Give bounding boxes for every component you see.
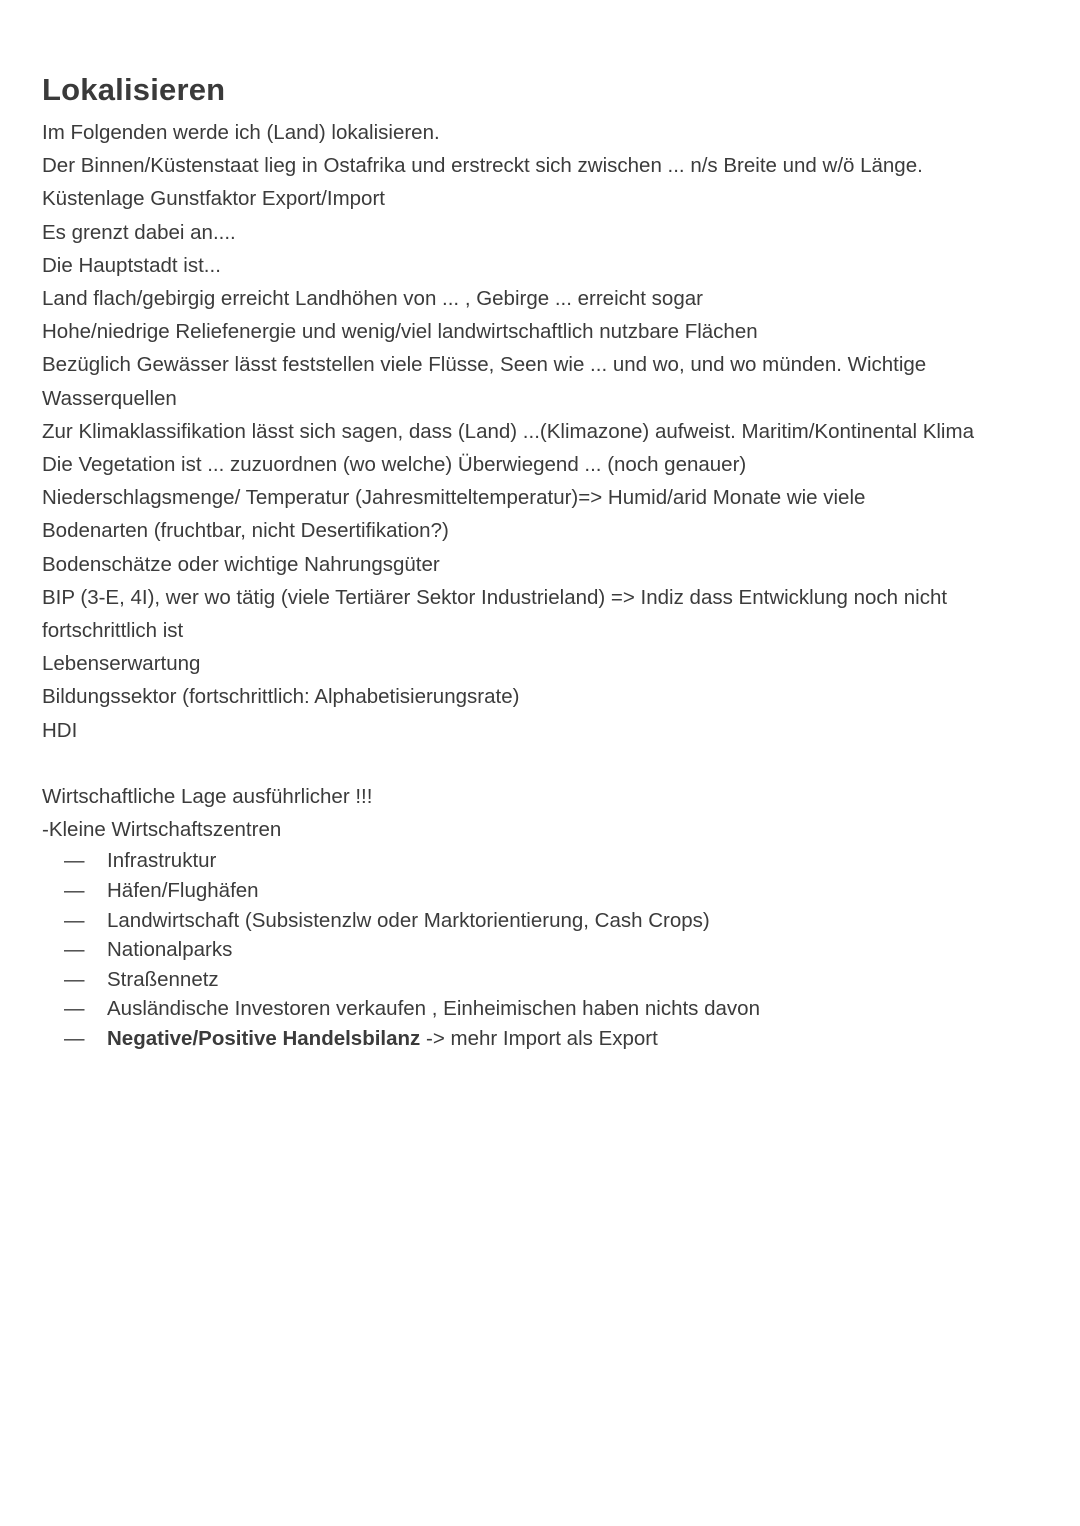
list-item-text: Straßennetz xyxy=(107,967,219,991)
list-item-text: -> mehr Import als Export xyxy=(420,1027,658,1051)
section-heading: Wirtschaftliche Lage ausführlicher !!! xyxy=(42,785,373,809)
page-title: Lokalisieren xyxy=(42,72,226,107)
list-item-text: Ausländische Investoren verkaufen , Einheimischen haben nichts davon xyxy=(107,997,760,1021)
blank-line xyxy=(42,747,1052,780)
text-line: Hohe/niedrige Reliefenergie und wenig/viel landwirtschaftlich nutzbare Flächen xyxy=(42,320,758,344)
dash-bullet-icon: — xyxy=(64,908,85,932)
text-line: Die Vegetation ist ... zuzuordnen (wo welche) Überwiegend ... (noch genauer) xyxy=(42,453,747,477)
list-item xyxy=(42,846,1052,876)
dash-bullet-icon: — xyxy=(64,967,85,991)
document-page xyxy=(42,68,1052,1054)
list-item xyxy=(42,876,1052,906)
dash-bullet-icon: — xyxy=(64,997,85,1021)
list-item-text: Infrastruktur xyxy=(107,849,217,873)
text-line: Im Folgenden werde ich (Land) lokalisieren. xyxy=(42,121,440,144)
list-item xyxy=(42,906,1052,936)
bullet-list xyxy=(42,846,1052,1053)
text-line: Bildungssektor (fortschrittlich: Alphabetisierungsrate) xyxy=(42,685,520,709)
text-line: Zur Klimaklassifikation lässt sich sagen, dass (Land) ...(Klimazone) aufweist. Maritim/Kontinental Klima xyxy=(42,419,974,443)
text-line: BIP (3-E, 4I), wer wo tätig (viele Tertiärer Sektor Industrieland) => Indiz dass Entwicklung noch nicht fortschrittlich ist xyxy=(42,585,948,643)
list-item-text: Häfen/Flughäfen xyxy=(107,879,259,903)
list-item-text: Landwirtschaft (Subsistenzlw oder Marktorientierung, Cash Crops) xyxy=(107,908,710,932)
text-line: HDI xyxy=(42,718,78,742)
list-item xyxy=(42,965,1052,995)
list-item xyxy=(42,994,1052,1024)
text-line: Der Binnen/Küstenstaat lieg in Ostafrika und erstreckt sich zwischen ... n/s Breite und w/ö Länge. xyxy=(42,154,923,178)
dash-bullet-icon: — xyxy=(64,938,85,962)
dash-bullet-icon: — xyxy=(64,849,85,873)
list-item xyxy=(42,1024,1052,1054)
text-line: Küstenlage Gunstfaktor Export/Import xyxy=(42,187,385,211)
text-line: Bodenarten (fruchtbar, nicht Desertifikation?) xyxy=(42,519,449,543)
text-line: Bodenschätze oder wichtige Nahrungsgüter xyxy=(42,552,440,576)
list-item-text: Nationalparks xyxy=(107,938,233,962)
text-line: Lebenserwartung xyxy=(42,652,201,676)
text-line: Es grenzt dabei an.... xyxy=(42,220,236,244)
section-subheading: -Kleine Wirtschaftszentren xyxy=(42,818,282,842)
text-line: Land flach/gebirgig erreicht Landhöhen von ... , Gebirge ... erreicht sogar xyxy=(42,287,703,311)
list-item xyxy=(42,935,1052,965)
list-item-bold-text: Negative/Positive Handelsbilanz xyxy=(107,1027,421,1051)
text-line: Die Hauptstadt ist... xyxy=(42,253,221,277)
dash-bullet-icon: — xyxy=(64,879,85,903)
text-line: Niederschlagsmenge/ Temperatur (Jahresmitteltemperatur)=> Humid/arid Monate wie viele xyxy=(42,486,866,510)
text-line: Bezüglich Gewässer lässt feststellen viele Flüsse, Seen wie ... und wo, und wo münden. Wichtige Wasserquellen xyxy=(42,353,927,410)
dash-bullet-icon: — xyxy=(64,1027,85,1051)
